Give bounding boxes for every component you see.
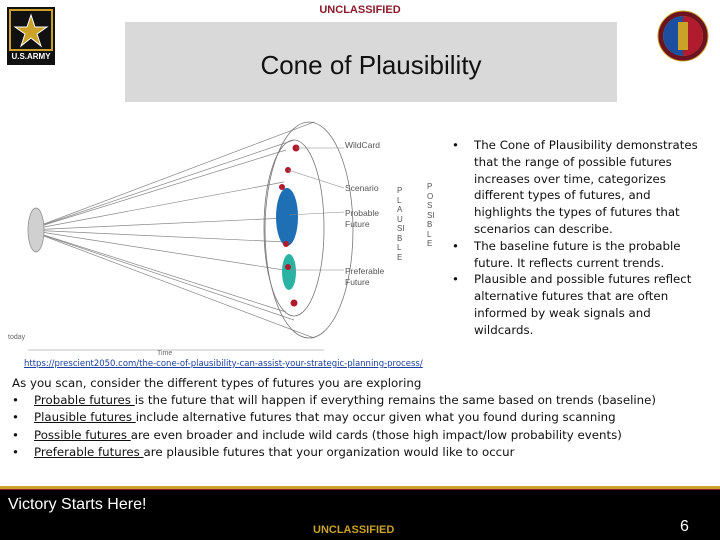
bullet-icon: • (452, 238, 459, 253)
preferable-future-ellipse (282, 254, 296, 290)
scan-item: • Possible futures are even broader and include wild cards (those high impact/low probability events) (12, 427, 712, 444)
probable-future-ellipse (276, 188, 298, 246)
scan-item: • Plausible futures include alternative futures that may occur given what you found during scanning (12, 409, 712, 426)
page-number: 6 (680, 518, 689, 535)
footer-slogan: Victory Starts Here! (8, 496, 147, 513)
scan-item: • Preferable futures are plausible futures that your organization would like to occur (12, 444, 712, 461)
page-title: Cone of Plausibility (260, 50, 482, 80)
probable-future-label: Probable Future (345, 208, 380, 229)
bullet-icon: • (452, 138, 459, 152)
preferable-future-label: Preferable Future (345, 266, 385, 287)
bullet-item: • Plausible and possible futures reflect alternative futures that are often informed by weak signals and wildcards. (452, 272, 692, 337)
bullet-icon: • (12, 444, 19, 459)
army-logo-text: U.S.ARMY (11, 52, 51, 61)
wildcard-label: WildCard (345, 140, 380, 150)
bullet-item: • The Cone of Plausibility demonstrates that the range of possible futures increases over time, categorizes different types of futures, and highlights the types of futures that scenarios can describe. (452, 138, 698, 236)
plausible-vertical-label: PLAUSIBLE (397, 186, 405, 262)
cone-of-plausibility-diagram (8, 120, 444, 360)
bullet-icon: • (452, 272, 459, 287)
scan-section (12, 375, 712, 461)
army-logo (7, 7, 55, 65)
bullet-icon: • (12, 410, 19, 425)
bullet-icon: • (12, 427, 19, 442)
classification-banner-top: UNCLASSIFIED (319, 4, 401, 16)
bullet-item: • The baseline future is the probable future. It reflects current trends. (452, 238, 681, 270)
today-label: today (8, 334, 26, 341)
seal-icon (657, 10, 709, 62)
source-link[interactable]: https://prescient2050.com/the-cone-of-plausibility-can-assist-your-strategic-planning-process/ (24, 359, 423, 369)
scan-item: • Probable futures is the future that will happen if everything remains the same based on trends (baseline) (12, 392, 712, 409)
classification-banner-bottom: UNCLASSIFIED (313, 524, 395, 536)
bullet-list (452, 137, 710, 339)
scan-intro: As you scan, consider the different types of futures you are exploring (12, 376, 422, 390)
possible-vertical-label: POSSIBLE (427, 182, 435, 248)
time-label: Time (157, 350, 173, 357)
bullet-icon: • (12, 393, 19, 408)
title-box (125, 22, 617, 102)
scenario-label: Scenario (345, 183, 379, 193)
